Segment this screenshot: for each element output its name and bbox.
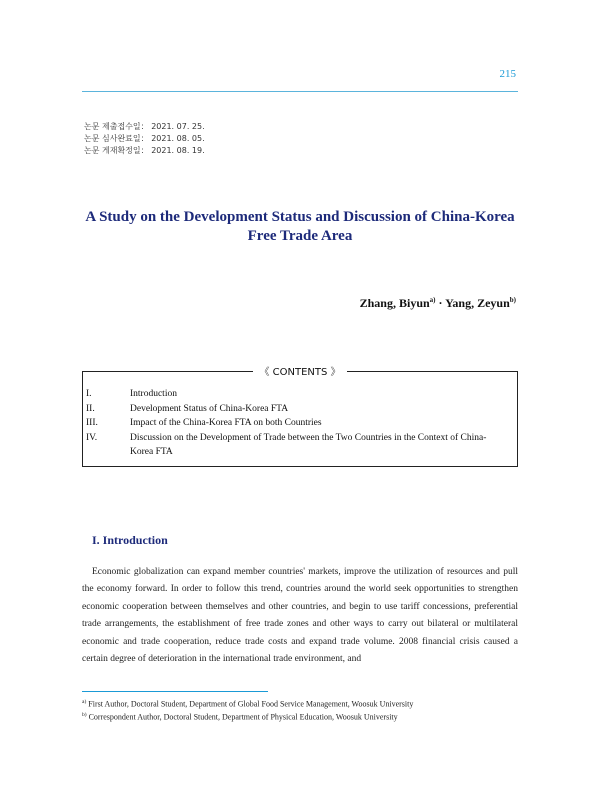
toc-item [86,402,506,417]
toc-number: IV. [86,432,98,443]
toc-number: I. [86,389,92,399]
date-value: 2021. 08. 19. [151,146,205,155]
paper-title [60,208,540,246]
submission-dates [84,121,205,157]
author-1: Zhang, Biyun [359,296,430,310]
footnote-mark: a) [82,699,87,705]
header-rule [82,91,518,92]
toc-title: Introduction [130,389,177,399]
author-separator: · [435,296,446,310]
author-2-mark: b) [509,296,516,304]
footnote-rule [82,691,268,692]
footnote-text: First Author, Doctoral Student, Department of Global Food Service Management, Woosuk University [88,699,414,709]
toc-title: Impact of the China-Korea FTA on both Countries [130,418,322,428]
toc-title: Development Status of China-Korea FTA [130,403,289,414]
author-1-mark: a) [429,296,436,304]
date-row-submitted [84,121,205,133]
date-value: 2021. 07. 25. [151,122,205,131]
author-2: Yang, Zeyun [445,296,510,310]
page-number: 215 [499,68,516,80]
footnote-a [82,697,522,710]
toc-number: II. [86,403,95,414]
date-label: 논문 심사완료일： [84,134,149,143]
toc-item [86,431,506,460]
author-line [360,296,516,311]
toc-title: Discussion on the Development of Trade between the Two Countries in the Context of China-Korea FTA [130,432,487,457]
contents-heading-label: 《 CONTENTS 》 [253,367,346,378]
body-paragraph: Economic globalization can expand member countries' markets, improve the utilization of resources and pull the economy forward. In order to follow this trend, countries around the world seek opportunities to strengthen economic cooperation between themselves and other countries, and begin to use tariff concessions, preferential trade arrangements, the establishment of free trade zones and other ways to carry out bilateral or multilateral economic and trade cooperation, reduce trade costs and expand trade volume. 2008 financial crisis caused a certain degree of deterioration in the international trade environment, and [82,567,518,665]
table-of-contents [86,387,506,460]
footnote-b [82,710,522,723]
paper-title-line-2: Free Trade Area [247,228,353,244]
date-label: 논문 제출접수일： [84,122,149,131]
section-heading: I. Introduction [92,533,168,547]
toc-number: III. [86,418,98,428]
contents-heading [0,362,600,380]
toc-item [86,416,506,431]
paper-title-line-1: A Study on the Development Status and Discussion of China-Korea [85,209,515,225]
date-row-accepted [84,145,205,157]
toc-item [86,387,506,402]
footnote-text: Correspondent Author, Doctoral Student, Department of Physical Education, Woosuk University [88,712,398,722]
footnote-mark: b) [82,711,87,718]
date-label: 논문 게재확정일： [84,146,149,155]
date-value: 2021. 08. 05. [151,134,205,143]
footnotes [82,697,522,722]
date-row-reviewed [84,133,205,145]
